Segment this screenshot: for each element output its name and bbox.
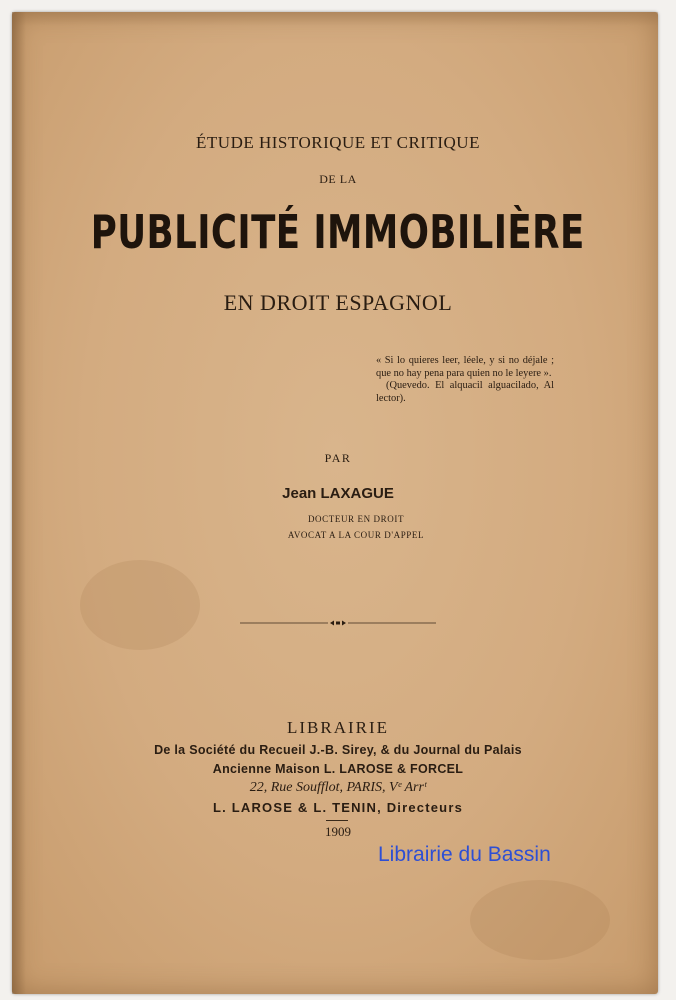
author-credential-2: AVOCAT A LA COUR D'APPEL	[287, 530, 425, 540]
paper-stain	[80, 560, 200, 650]
cover-main-title: PUBLICITÉ IMMOBILIÈRE	[90, 205, 585, 259]
cover-top-edge	[12, 12, 658, 26]
publisher-heading: LIBRAIRIE	[286, 718, 390, 737]
publisher-directors: L. LAROSE & L. TENIN, Directeurs	[212, 800, 464, 815]
cover-spine-edge	[12, 12, 26, 994]
cover-connector: DE LA	[319, 172, 357, 186]
author-credential-1: DOCTEUR EN DROIT	[307, 514, 405, 524]
bookseller-watermark: Librairie du Bassin	[378, 843, 551, 866]
publication-year: 1909	[325, 824, 351, 839]
author-name: Jean LAXAGUE	[282, 485, 394, 502]
epigraph-quote: « Si lo quieres leer, léele, y si no déjale ; que no hay pena para quien no le leyere ».	[376, 355, 554, 379]
epigraph	[376, 355, 554, 405]
publisher-address: 22, Rue Soufflot, PARIS, Vᵉ Arrᵗ	[249, 780, 427, 795]
year-rule	[326, 820, 348, 821]
publisher-line-2: Ancienne Maison L. LAROSE & FORCEL	[212, 762, 464, 776]
publisher-line-1: De la Société du Recueil J.-B. Sirey, & du Journal du Palais	[154, 743, 522, 757]
book-cover	[12, 12, 658, 994]
cover-subtitle: ÉTUDE HISTORIQUE ET CRITIQUE	[196, 133, 480, 152]
cover-subtitle-2: EN DROIT ESPAGNOL	[223, 290, 453, 315]
paper-stain	[470, 880, 610, 960]
by-label: PAR	[324, 451, 352, 465]
epigraph-citation: (Quevedo. El alquacil alguacilado, Al lector).	[376, 380, 554, 404]
ornament-divider	[240, 620, 436, 626]
